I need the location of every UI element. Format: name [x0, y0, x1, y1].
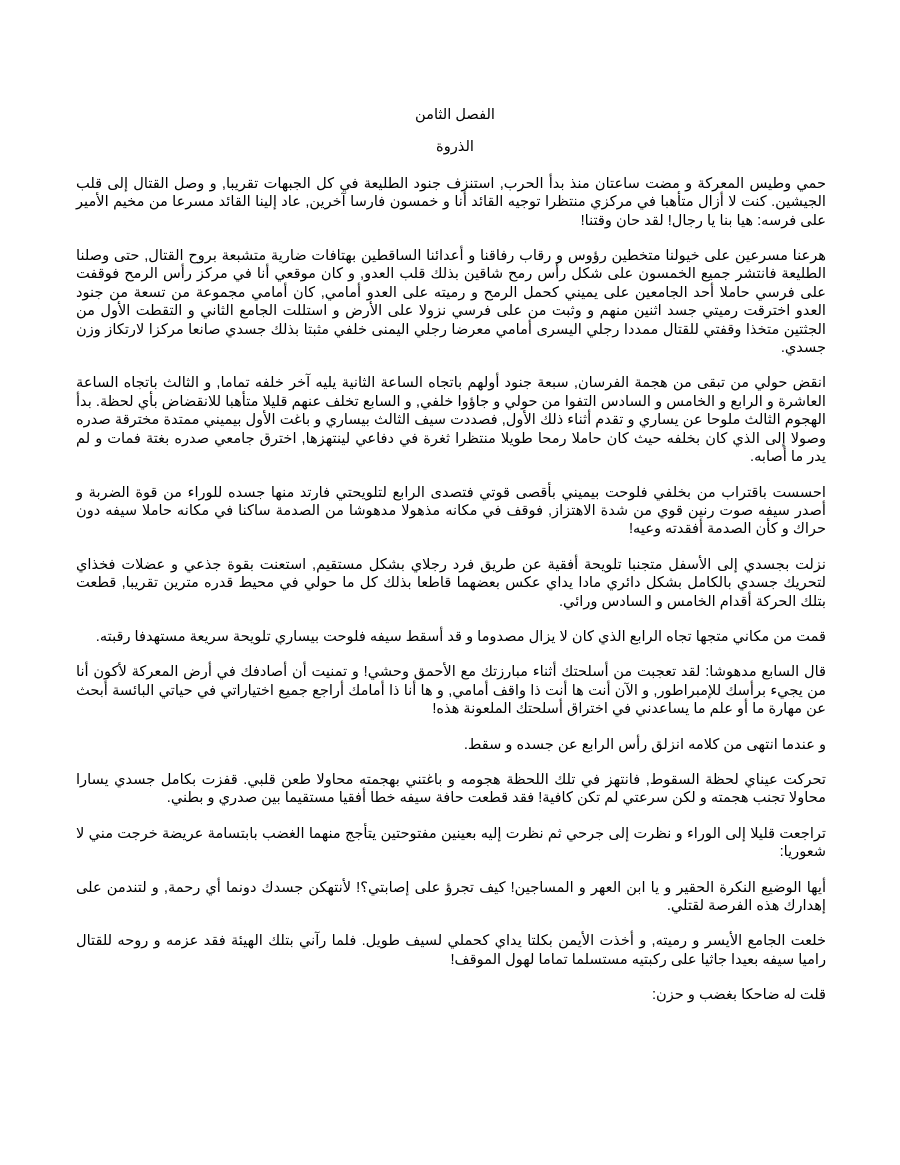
- paragraph: قال السابع مدهوشا: لقد تعجبت من أسلحتك أثناء مبارزتك مع الأحمق وحشي! و تمنيت أن أصادفك في أرض المعركة لأكون أنا من يجيء برأسك للإمبراطور, و الآن أنت ها أنت ذا واقف أمامي, و ها أنا ذا أمامك أراجع جميع اختياراتي في حياتي البائسة أبحث عن مهارة ما أو علم ما يساعدني في اختراق أسلحتك الملعونة هذه!: [76, 664, 826, 718]
- paragraph: خلعت الجامع الأيسر و رميته, و أخذت الأيمن بكلتا يداي كحملي لسيف طويل. فلما رآني بتلك الهيئة فقد عزمه و روحه للقتال راميا سيفه بعيدا جاثيا على ركبتيه مستسلما تماما لهول الموقف!: [76, 933, 826, 968]
- paragraph: أيها الوضيع النكرة الحقير و يا ابن العهر و المساجين! كيف تجرؤ على إصابتي؟! لأنتهكن جسدك دونما أي رحمة, و لتندمن على إهدارك هذه الفرصة لقتلي.: [76, 879, 826, 914]
- paragraph: تحركت عيناي لحظة السقوط, فانتهز في تلك اللحظة هجومه و باغتني بهجمته محاولا طعن قلبي. قفزت بكامل جسدي يسارا محاولا تجنب هجمته و لكن سرعتي لم تكن كافية! فقد قطعت حافة سيفه خطا أفقيا مستقيما بين صدري و بطني.: [76, 771, 826, 807]
- page-content: [76, 106, 834, 1022]
- chapter-title: الفصل الثامن: [415, 107, 495, 123]
- paragraph: احسست باقتراب من بخلفي فلوحت بيميني بأقصى قوتي فتصدى الرابع لتلويحتي فارتد منها جسده للوراء من قوة الضربة و أصدر سيفه صوت رنين قوي من شدة الاهتزاز, فوقف في مكانه مذهولا مدهوشا من الصدمة ساكنا في مكانه حاملا سيفه دون حراك و كأن الصدمة أفقدته وعيه!: [76, 484, 826, 538]
- paragraph: حمي وطيس المعركة و مضت ساعتان منذ بدأ الحرب, استنزف جنود الطليعة في كل الجبهات تقريبا, و وصل القتال إلى قلب الجيشين. كنت لا أزال متأهبا في مركزي منتظرا توجيه القائد أنا و خمسون فارسا آخرين, عاد إلينا القائد مسرعا من مخيم الأمير على فرسه: هيا بنا يا رجال! لقد حان وقتنا!: [76, 175, 826, 229]
- paragraph: انقض حولي من تبقى من هجمة الفرسان, سبعة جنود أولهم باتجاه الساعة الثانية يليه آخر خلفه تماما, و الثالث باتجاه الساعة العاشرة و الرابع و الخامس و السادس التفوا من حولي و جاؤوا خلفي, و السابع تخلف عنهم قليلا متأهبا للانقضاض بأي لحظة. بدأ الهجوم الثالث ملوحا عن يساري و تقدم أثناء ذلك الأول, فصددت سيف الثالث بيساري و باغت الأول بيميني ممتدة مخترقة صدره وصولا إلى الذي كان بخلفه حيث كان حاملا رمحا طويلا منتظرا ثغرة في دفاعي لينتهزها, اخترق جامعي صدره بغتة فمات و لم يدر ما أصابه.: [76, 375, 826, 466]
- paragraph: قمت من مكاني متجها تجاه الرابع الذي كان لا يزال مصدوما و قد أسقط سيفه فلوحت بيساري تلويحة سريعة مستهدفا رقبته.: [95, 628, 826, 645]
- paragraph: نزلت بجسدي إلى الأسفل متجنبا تلويحة أفقية عن طريق فرد رجلاي بشكل مستقيم, استعنت بقوة جذعي و عضلات فخذاي لتحريك جسدي بالكامل بشكل دائري مادا يداي عكس بعضهما قاطعا بذلك كل ما حولي في محيط قدره مترين تقريبا, قطعت بتلك الحركة أقدام الخامس و السادس ورائي.: [76, 556, 826, 610]
- chapter-subtitle: الذروة: [436, 139, 474, 156]
- paragraph: هرعنا مسرعين على خيولنا متخطين رؤوس و رقاب رفاقنا و أعدائنا الساقطين بهتافات ضارية متشبعة بروح القتال, حتى وصلنا الطليعة فانتشر جميع الخمسون على شكل رأس رمح شاقين بذلك قلب العدو, و كان موقعي أنا في مركز رأس الرمح فوقفت على فرسي حاملا أحد الجامعين على يميني كحمل الرمح و رميته على العدو أمامي, كان أمامي مجموعة من تسعة من جنود العدو اخترقت رميتي جسد اثنين منهم و وثبت من على فرسي نزولا على الأرض و استللت الجامع الثاني و التقطت الأول من الجثتين متخذا وقفتي للقتال ممددا رجلي اليسرى أمامي معرضا رجلي اليمنى خلفي مثبتا بذلك جسدي صانعا مركزا لارتكاز وزن جسدي.: [76, 248, 826, 357]
- paragraph: قلت له ضاحكا بغضب و حزن:: [651, 987, 826, 1004]
- paragraph: و عندما انتهى من كلامه انزلق رأس الرابع عن جسده و سقط.: [463, 736, 826, 753]
- paragraph: تراجعت قليلا إلى الوراء و نظرت إلى جرحي ثم نظرت إليه بعينين مفتوحتين يتأجج منهما الغضب بابتسامة عريضة خرجت مني لا شعوريا:: [76, 825, 826, 861]
